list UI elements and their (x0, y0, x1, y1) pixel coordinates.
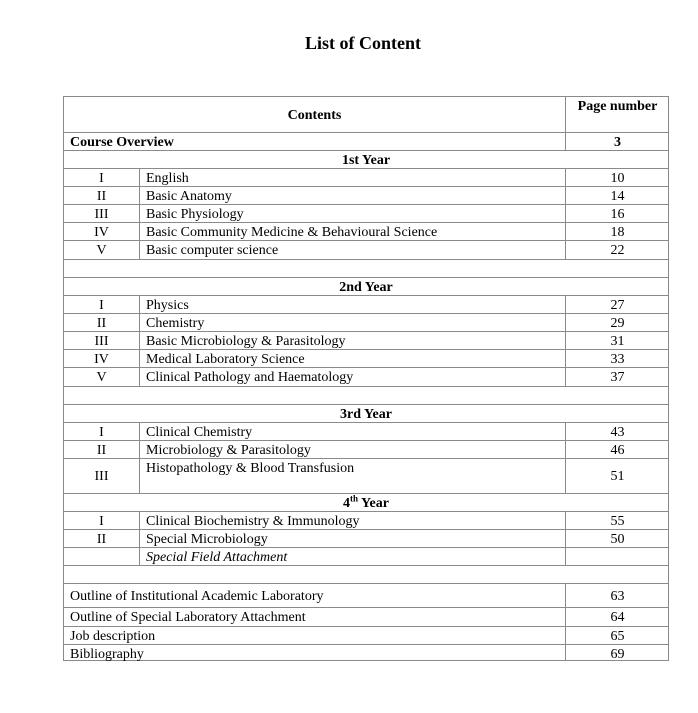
year-heading: 1st Year (341, 153, 391, 168)
table-row (64, 240, 668, 259)
appendix-title: Job description (70, 629, 156, 644)
appendix-page: 65 (565, 627, 669, 644)
table-row (64, 331, 668, 349)
year-heading-row (64, 277, 668, 295)
item-number: II (96, 316, 107, 331)
page-title: List of Content (305, 33, 421, 53)
table-row (64, 204, 668, 222)
table-row (64, 367, 668, 386)
appendix-page: 64 (565, 608, 669, 626)
year-heading-number: 4 (343, 496, 350, 511)
item-title: Clinical Pathology and Haematology (139, 368, 565, 386)
item-number: V (96, 370, 107, 385)
item-number: III (94, 334, 109, 349)
table-row (64, 168, 668, 186)
item-page (565, 548, 669, 565)
item-page: 51 (565, 459, 669, 493)
item-number (64, 548, 139, 565)
item-title: Basic Physiology (139, 205, 565, 222)
contents-table (63, 96, 669, 661)
item-title: Histopathology & Blood Transfusion (139, 459, 565, 493)
item-page: 10 (565, 169, 669, 186)
item-number: II (96, 532, 107, 547)
item-number: III (94, 207, 109, 222)
item-page: 50 (565, 530, 669, 547)
item-title: Special Field Attachment (139, 548, 565, 565)
year-heading-suffix: th (350, 493, 359, 504)
item-title: Clinical Biochemistry & Immunology (139, 512, 565, 529)
table-row (64, 440, 668, 458)
appendix-title: Outline of Institutional Academic Laboratory (70, 589, 324, 604)
year-heading: 2nd Year (339, 280, 393, 295)
year-heading-row (64, 493, 668, 511)
item-page: 16 (565, 205, 669, 222)
item-number: I (99, 514, 104, 529)
appendix-title: Outline of Special Laboratory Attachment (70, 610, 306, 625)
table-row (64, 313, 668, 331)
header-contents: Contents (287, 108, 342, 123)
year-heading-row (64, 150, 668, 168)
table-row (64, 458, 668, 493)
item-page: 46 (565, 441, 669, 458)
item-title: English (139, 169, 565, 186)
item-number: II (96, 189, 107, 204)
item-page: 22 (565, 241, 669, 259)
item-number: IV (94, 225, 109, 240)
table-row (64, 349, 668, 367)
item-title: Basic Microbiology & Parasitology (139, 332, 565, 349)
item-page: 43 (565, 423, 669, 440)
header-page-number: Page number (565, 97, 669, 132)
year-heading-rest: Year (358, 496, 389, 511)
item-number: I (99, 425, 104, 440)
item-page: 33 (565, 350, 669, 367)
table-row (64, 295, 668, 313)
item-number: III (94, 468, 109, 484)
item-number: V (96, 243, 107, 258)
year-heading (64, 494, 668, 511)
course-overview-page: 3 (565, 133, 669, 150)
table-row (64, 422, 668, 440)
item-title: Microbiology & Parasitology (139, 441, 565, 458)
table-row (64, 529, 668, 547)
spacer-row (64, 259, 668, 277)
table-header-row (64, 97, 668, 132)
item-page: 37 (565, 368, 669, 386)
spacer-row (64, 386, 668, 404)
table-row (64, 132, 668, 150)
item-title: Basic Community Medicine & Behavioural Science (139, 223, 565, 240)
item-page: 29 (565, 314, 669, 331)
item-title: Special Microbiology (139, 530, 565, 547)
item-title: Clinical Chemistry (139, 423, 565, 440)
item-number: II (96, 443, 107, 458)
appendix-page: 69 (565, 645, 669, 661)
item-page: 27 (565, 296, 669, 313)
table-row (64, 644, 668, 661)
item-title: Physics (139, 296, 565, 313)
year-heading: 3rd Year (340, 407, 392, 422)
spacer-row (64, 565, 668, 583)
appendix-page: 63 (565, 584, 669, 607)
table-row (64, 607, 668, 626)
item-page: 14 (565, 187, 669, 204)
table-row (64, 547, 668, 565)
item-number: IV (94, 352, 109, 367)
item-page: 31 (565, 332, 669, 349)
item-title: Basic Anatomy (139, 187, 565, 204)
table-row (64, 583, 668, 607)
appendix-title: Bibliography (70, 647, 144, 662)
item-title: Medical Laboratory Science (139, 350, 565, 367)
item-title: Chemistry (139, 314, 565, 331)
item-number: I (99, 298, 104, 313)
table-row (64, 626, 668, 644)
year-heading-row (64, 404, 668, 422)
item-title: Basic computer science (139, 241, 565, 259)
course-overview-label: Course Overview (70, 135, 174, 150)
table-row (64, 222, 668, 240)
item-number: I (99, 171, 104, 186)
item-page: 18 (565, 223, 669, 240)
table-row (64, 511, 668, 529)
table-row (64, 186, 668, 204)
item-page: 55 (565, 512, 669, 529)
